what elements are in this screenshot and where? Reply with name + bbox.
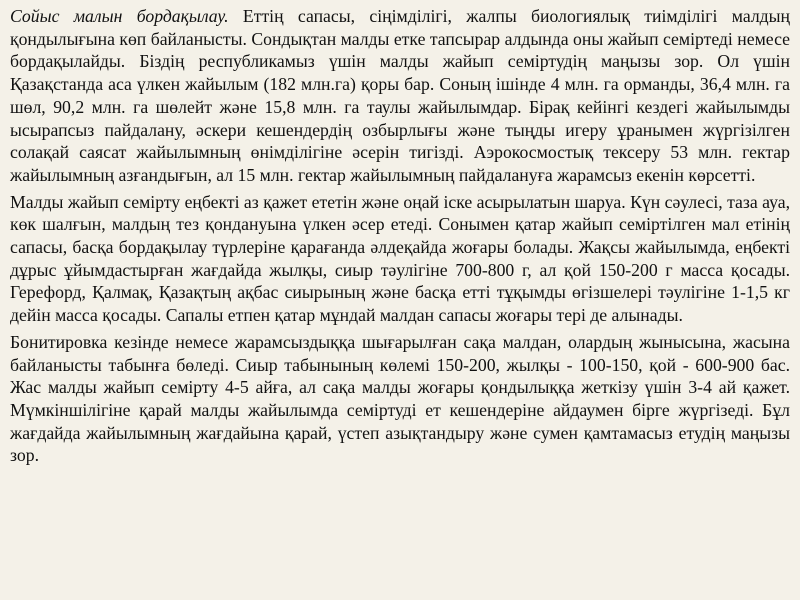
paragraph-1 — [10, 5, 790, 187]
paragraph-1-text: Еттің сапасы, сіңімділігі, жалпы биологиялық тиімділігі малдың қондылығына көп байланысты. Сондықтан малды етке тапсырар алдында оны жайып семіртеді немесе бордақылайды. Біздің республикамыз үшін малды жайып семіртудің маңызы зор. Ол үшін Қазақстанда аса үлкен жайылым (182 млн.га) қоры бар. Соның ішінде 4 млн. га орманды, 36,4 млн. га шөл, 90,2 млн. га шөлейт және 15,8 млн. га таулы жайылымдар. Бірақ кейінгі кездегі жайылымды ысырапсыз пайдалану, әскери кешендердің озбырлығы және тыңды игеру ұранымен жүргізілген солақай саясат жайылымның өнімділігіне әсерін тигізді. Аэрокосмостық тексеру 53 млн. гектар жайылымның азғандығын, ал 15 млн. гектар жайылымның пайдалануға жарамсыз екенін көрсетті. — [10, 6, 791, 185]
paragraph-2 — [10, 191, 790, 327]
paragraph-3-text: Бонитировка кезінде немесе жарамсыздыққа шығарылған сақа малдан, олардың жынысына, жасына байланысты табынға бөледі. Сиыр табынының көлемі 150-200, жылқы - 100-150, қой - 600-900 бас. Жас малды жайып семірту 4-5 айға, ал сақа малды жоғары қондылыққа жеткізу үшін 3-4 ай қажет. Мүмкіншілігіне қарай малды жайылымда семіртуді ет кешендеріне айдаумен бірге жүргізеді. Бұл жағдайда жайылымның жағдайына қарай, үстеп азықтандыру және сумен қамтамасыз етудің маңызы зор. — [10, 331, 790, 466]
paragraph-3 — [10, 331, 790, 467]
paragraph-lead-heading: Сойыс малын бордақылау. — [10, 6, 229, 26]
paragraph-2-text: Малды жайып семірту еңбекті аз қажет ететін және оңай іске асырылатын шаруа. Күн сәулесі, таза ауа, көк шалғын, малдың тез қондануына үлкен әсер етеді. Сонымен қатар жайып семіртілген мал етінің сапасы, басқа бордақылау түрлеріне қарағанда әлдеқайда жоғары болады. Жақсы жайылымда, еңбекті дұрыс ұйымдастырған жағдайда жылқы, сиыр тәулігіне 700-800 г, ал қой 150-200 г масса қосады. Герефорд, Қалмақ, Қазақтың ақбас сиырының және басқа етті тұқымды өгізшелері тәулігіне 1-1,5 кг дейін масса қосады. Сапалы етпен қатар мұндай малдан сапасы жоғары тері де алынады. — [10, 191, 790, 326]
document-text — [10, 5, 790, 471]
